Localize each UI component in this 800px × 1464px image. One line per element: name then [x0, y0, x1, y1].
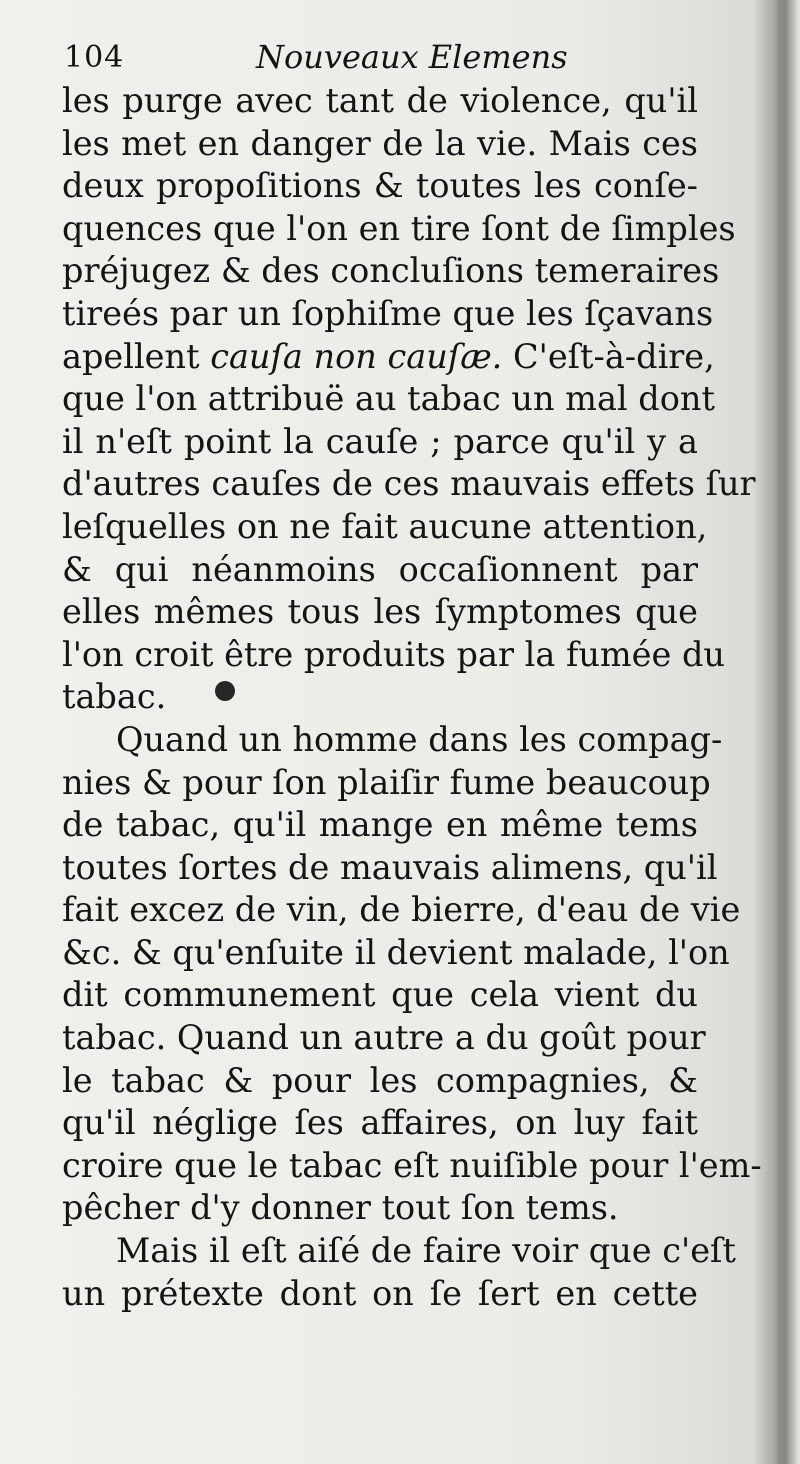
text-line: &c. & qu'enſuite il devient malade, l'on	[62, 932, 730, 972]
text-line: croire que le tabac eſt nuiſible pour l'em-	[62, 1145, 762, 1185]
text-line: tabac. Quand un autre a du goût pour	[62, 1018, 706, 1058]
text-line: préjugez & des concluſions temeraires	[62, 251, 720, 291]
text-line: l'on croit être produits par la fumée du	[62, 634, 725, 674]
text-line-segment: apellent	[62, 336, 211, 376]
text-line: tabac.	[62, 677, 167, 717]
text-line: les met en danger de la vie. Mais ces	[62, 123, 698, 163]
text-line: il n'eſt point la cauſe ; parce qu'il y a	[62, 421, 698, 461]
text-line: toutes ſortes de mauvais alimens, qu'il	[62, 847, 718, 887]
text-line: quences que l'on en tire ſont de ſimples	[62, 208, 736, 248]
text-line: le tabac & pour les compagnies, &	[62, 1060, 698, 1100]
text-line: tireés par un ſophiſme que les ſçavans	[62, 293, 714, 333]
text-line: deux propoſitions & toutes les conſe-	[62, 166, 698, 206]
ink-blot	[215, 681, 235, 701]
latin-phrase: cauſa non cauſæ.	[210, 336, 503, 376]
text-line: Quand un homme dans les compag-	[116, 719, 723, 759]
text-line: elles mêmes tous les ſymptomes que	[62, 592, 698, 632]
text-line: qu'il néglige ſes affaires, on luy fait	[62, 1103, 698, 1143]
text-line: dit communement que cela vient du	[62, 975, 698, 1015]
text-line: les purge avec tant de violence, qu'il	[62, 81, 698, 120]
text-line: que l'on attribuë au tabac un mal dont	[62, 379, 715, 419]
text-line: Mais il eſt aiſé de faire voir que c'eſt	[116, 1231, 736, 1271]
page-number: 104	[64, 40, 125, 75]
text-line: fait excez de vin, de bierre, d'eau de vie	[62, 890, 741, 930]
text-line: leſquelles on ne fait aucune attention,	[62, 506, 708, 546]
text-line: un prétexte dont on ſe ſert en cette	[62, 1273, 698, 1313]
text-line: & qui néanmoins occaſionnent par	[62, 549, 698, 589]
text-line	[62, 336, 715, 379]
text-line: d'autres cauſes de ces mauvais effets ſur	[62, 464, 756, 504]
text-line-segment: C'eſt-à-dire,	[502, 336, 715, 376]
body-text	[62, 80, 762, 1315]
running-title: Nouveaux Elemens	[256, 38, 568, 76]
page-edge-shadow	[774, 0, 800, 1464]
text-line: nies & pour ſon plaiſir fume beaucoup	[62, 762, 711, 802]
text-line: de tabac, qu'il mange en même tems	[62, 805, 698, 845]
text-line: pêcher d'y donner tout ſon tems.	[62, 1188, 619, 1228]
